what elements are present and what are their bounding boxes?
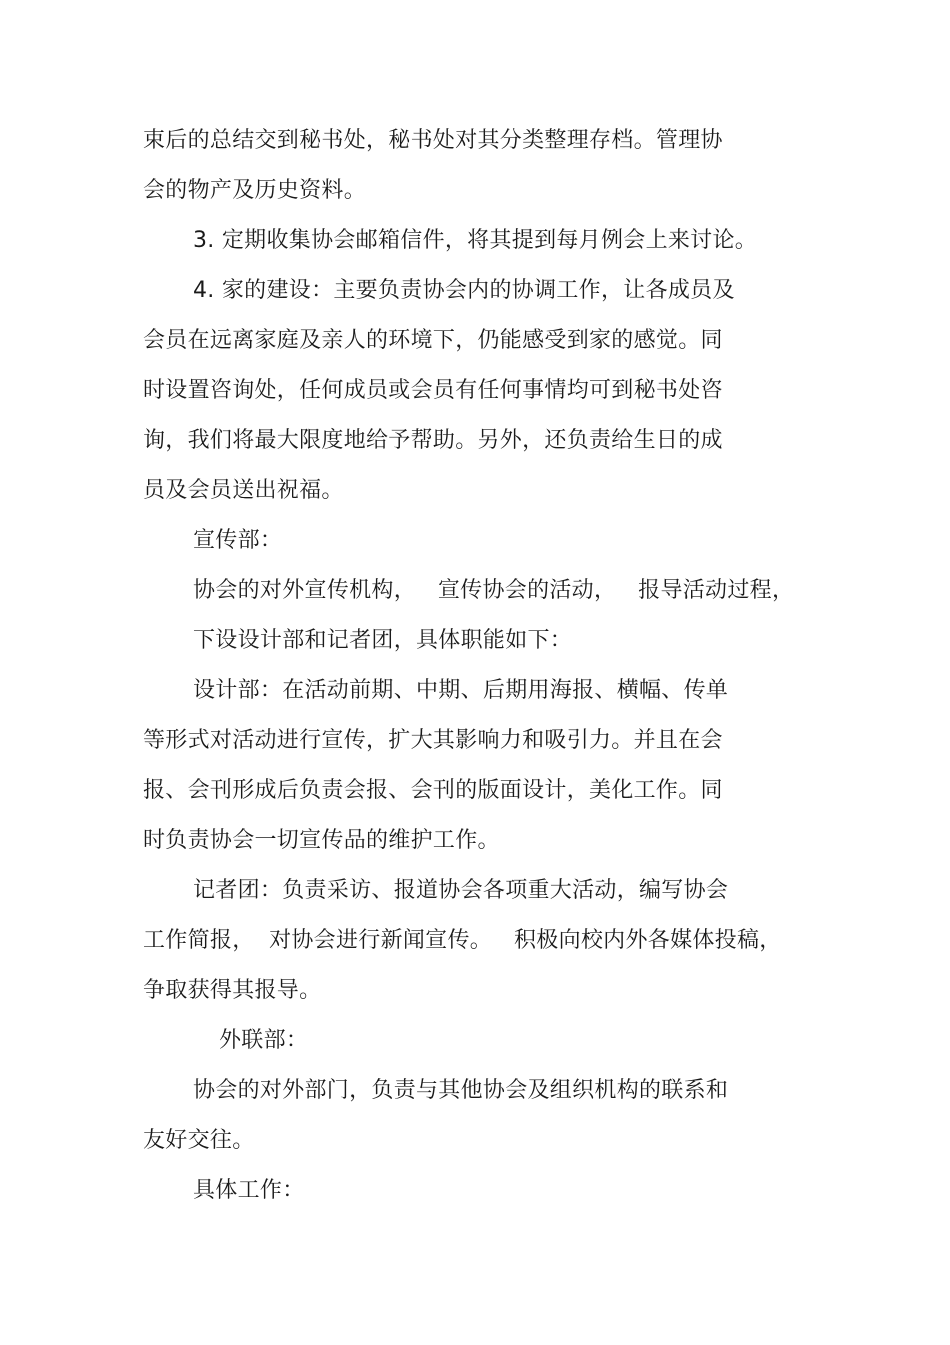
text-line: 设计部：在活动前期、中期、后期用海报、横幅、传单 [193,678,729,703]
text-line: 下设设计部和记者团，具体职能如下： [193,628,573,653]
text-line: 时设置咨询处，任何成员或会员有任何事情均可到秘书处咨 [143,378,723,403]
text-line: 束后的总结交到秘书处，秘书处对其分类整理存档。管理协 [143,128,723,153]
text-line: 员及会员送出祝福。 [143,478,344,503]
text-line: 3. 定期收集协会邮箱信件，将其提到每月例会上来讨论。 [193,228,758,253]
text-line: 协会的对外部门，负责与其他协会及组织机构的联系和 [193,1078,729,1103]
text-line: 友好交往。 [143,1128,255,1153]
section-heading: 宣传部： [193,528,283,553]
text-line: 会员在远离家庭及亲人的环境下，仍能感受到家的感觉。同 [143,328,723,353]
text-line: 等形式对活动进行宣传，扩大其影响力和吸引力。并且在会 [143,728,723,753]
text-line: 记者团：负责采访、报道协会各项重大活动，编写协会 [193,878,729,903]
text-line: 争取获得其报导。 [143,978,322,1003]
text-line: 报、会刊形成后负责会报、会刊的版面设计，美化工作。同 [143,778,723,803]
text-line: 协会的对外宣传机构， 宣传协会的活动， 报导活动过程， [193,578,795,603]
text-line: 4. 家的建设：主要负责协会内的协调工作，让各成员及 [193,278,735,303]
section-heading: 外联部： [219,1028,309,1053]
text-line: 会的物产及历史资料。 [143,178,367,203]
text-line: 询，我们将最大限度地给予帮助。另外，还负责给生日的成 [143,428,723,453]
text-line: 工作简报， 对协会进行新闻宣传。 积极向校内外各媒体投稿， [143,928,782,953]
text-line: 时负责协会一切宣传品的维护工作。 [143,828,500,853]
section-heading: 具体工作： [193,1178,305,1203]
